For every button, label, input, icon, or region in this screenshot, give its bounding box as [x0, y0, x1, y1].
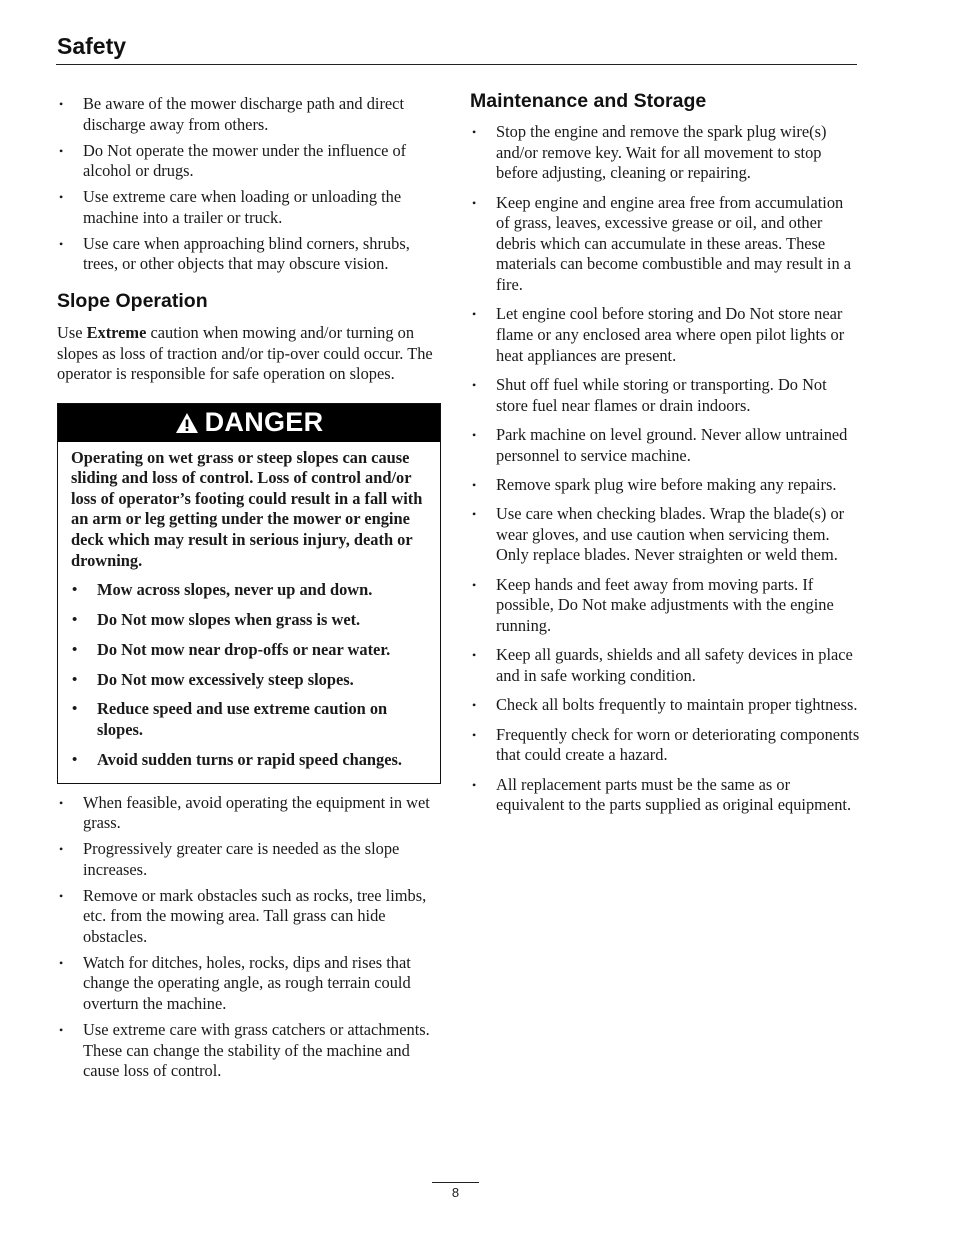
list-item: • Frequently check for worn or deteriorating components that could create a hazard. — [470, 725, 860, 766]
maintenance-list — [470, 122, 860, 816]
page-number-divider — [432, 1182, 479, 1183]
left-column — [57, 94, 445, 1087]
list-item: • Keep all guards, shields and all safety devices in place and in safe working condition. — [470, 645, 860, 686]
list-item: • Shut off fuel while storing or transporting. Do Not store fuel near flames or drain indoors. — [470, 375, 860, 416]
list-item: • Use care when checking blades. Wrap the blade(s) or wear gloves, and use caution when servicing them. Only replace blades. Never straighten or weld them. — [470, 504, 860, 566]
list-item: • Let engine cool before storing and Do Not store near flame or any enclosed area where open pilot lights or heat appliances are present. — [470, 304, 860, 366]
list-item: • Progressively greater care is needed as the slope increases. — [57, 839, 445, 880]
maintenance-storage-heading: Maintenance and Storage — [470, 90, 707, 112]
list-item: • Watch for ditches, holes, rocks, dips and rises that change the operating angle, as rough terrain could overturn the machine. — [57, 953, 445, 1015]
slope-para-prefix: Use — [57, 322, 87, 342]
danger-label: DANGER — [204, 407, 324, 438]
general-safety-list — [57, 94, 445, 275]
warning-triangle-icon — [175, 411, 205, 434]
list-item: • Be aware of the mower discharge path and direct discharge away from others. — [57, 94, 445, 135]
slope-safety-list — [57, 793, 445, 1082]
danger-body — [58, 442, 440, 783]
list-item: • All replacement parts must be the same as or equivalent to the parts supplied as original equipment. — [470, 775, 860, 816]
list-item: • Do Not mow near drop-offs or near water. — [71, 640, 428, 661]
header-divider — [56, 64, 857, 65]
list-item: • Avoid sudden turns or rapid speed changes. — [71, 750, 428, 771]
slope-operation-heading: Slope Operation — [57, 289, 208, 312]
danger-box — [57, 403, 441, 784]
danger-banner — [58, 404, 440, 442]
danger-text: Operating on wet grass or steep slopes can cause sliding and loss of control. Loss of control and/or loss of operator’s footing could result in a fall with an arm or leg getting under the mower or engine deck which may result in serious injury, death or drowning. — [71, 447, 423, 570]
list-item: • Use care when approaching blind corners, shrubs, trees, or other objects that may obscure vision. — [57, 234, 445, 275]
slope-para-rest: caution when mowing and/or turning on slopes as loss of traction and/or tip-over could occur. The operator is responsible for safe operation on slopes. — [57, 322, 433, 384]
list-item: • Stop the engine and remove the spark plug wire(s) and/or remove key. Wait for all movement to stop before adjusting, cleaning or repairing. — [470, 122, 860, 184]
list-item: • Do Not mow slopes when grass is wet. — [71, 610, 428, 631]
list-item: • Do Not operate the mower under the influence of alcohol or drugs. — [57, 141, 445, 182]
right-column — [470, 90, 860, 825]
list-item: • Use extreme care when loading or unloading the machine into a trailer or truck. — [57, 187, 445, 228]
list-item: • When feasible, avoid operating the equipment in wet grass. — [57, 793, 445, 834]
page-number: 8 — [451, 1185, 460, 1200]
list-item: • Keep engine and engine area free from accumulation of grass, leaves, excessive grease or oil, and other debris which can accumulate in these areas. These materials can become combustible and may result in a fire. — [470, 193, 860, 296]
list-item: • Use extreme care with grass catchers or attachments. These can change the stability of the machine and cause loss of control. — [57, 1020, 445, 1082]
slope-para-emphasis: Extreme — [86, 322, 147, 342]
list-item: • Reduce speed and use extreme caution on slopes. — [71, 699, 428, 740]
danger-list — [71, 580, 428, 770]
list-item: • Keep hands and feet away from moving parts. If possible, Do Not make adjustments with the engine running. — [470, 575, 860, 637]
list-item: • Remove spark plug wire before making any repairs. — [470, 475, 860, 496]
list-item: • Check all bolts frequently to maintain proper tightness. — [470, 695, 860, 716]
page-title: Safety — [57, 33, 127, 59]
list-item: • Remove or mark obstacles such as rocks, tree limbs, etc. from the mowing area. Tall grass can hide obstacles. — [57, 886, 445, 948]
list-item: • Do Not mow excessively steep slopes. — [71, 670, 428, 691]
slope-operation-paragraph — [57, 323, 445, 385]
list-item: • Mow across slopes, never up and down. — [71, 580, 428, 601]
list-item: • Park machine on level ground. Never allow untrained personnel to service machine. — [470, 425, 860, 466]
